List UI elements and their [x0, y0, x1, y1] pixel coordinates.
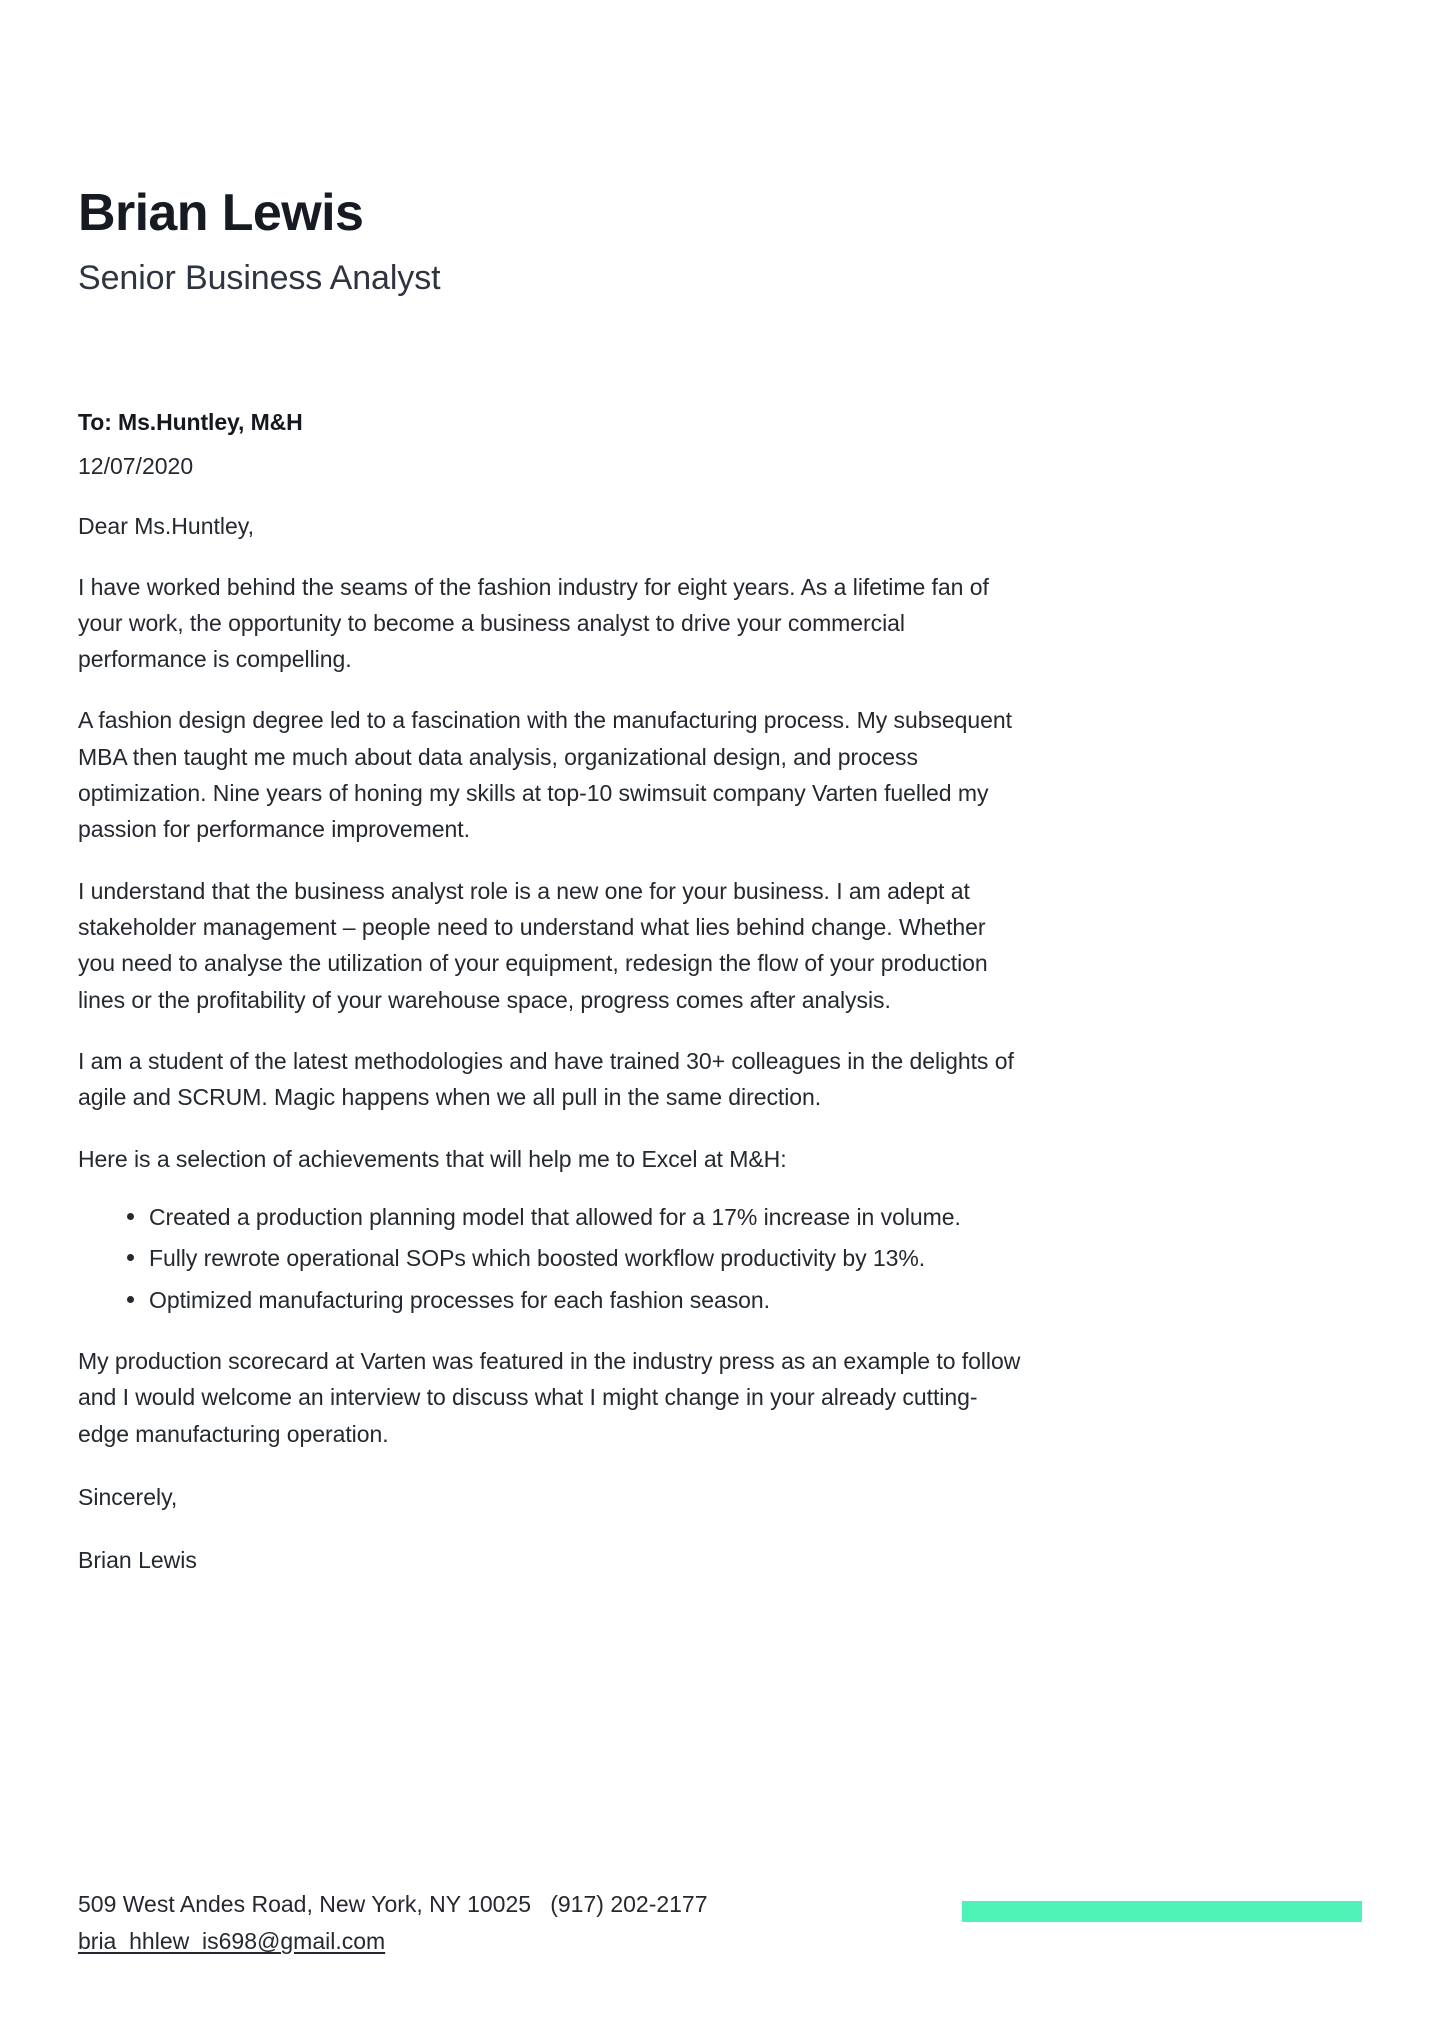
closing-paragraph: My production scorecard at Varten was featured in the industry press as an example to follow and I would welcome an interview to discuss what I might change in your already cutting-edge manufacturing operation.: [78, 1348, 1021, 1447]
list-item: Created a production planning model that allowed for a 17% increase in volume.: [127, 1199, 1023, 1235]
contact-block: [78, 1888, 878, 1959]
body-paragraph: I understand that the business analyst role is a new one for your business. I am adept at stakeholder management – people need to understand what lies behind change. Whether you need to analyse the utilization of your equipment, redesign the flow of your production lines or the profitability of your warehouse space, progress comes after analysis.: [78, 877, 988, 1013]
body-paragraph: I am a student of the latest methodologies and have trained 30+ colleagues in the delights of agile and SCRUM. Magic happens when we all pull in the same direction.: [78, 1048, 1014, 1111]
achievements-intro: Here is a selection of achievements that will help me to Excel at M&H:: [78, 1145, 787, 1172]
recipient-line: To: Ms.Huntley, M&H: [78, 409, 303, 435]
job-title: Senior Business Analyst: [78, 259, 441, 298]
body-paragraph: I have worked behind the seams of the fashion industry for eight years. As a lifetime fan of your work, the opportunity to become a business analyst to drive your commercial performance is compelling.: [78, 573, 989, 673]
email-link[interactable]: bria_hhlew_is698@gmail.com: [78, 1928, 386, 1955]
letter-footer: [78, 1888, 1362, 1958]
achievements-list: [78, 1199, 1023, 1318]
body-paragraph: A fashion design degree led to a fascination with the manufacturing process. My subsequent MBA then taught me much about data analysis, organizational design, and process optimization. Nine years of honing my skills at top-10 swimsuit company Varten fuelled my passion for performance improvement.: [78, 707, 1012, 843]
list-item: Optimized manufacturing processes for each fashion season.: [127, 1282, 1023, 1318]
salutation: Dear Ms.Huntley,: [78, 513, 254, 539]
letter-date: 12/07/2020: [78, 452, 194, 479]
sign-off: Sincerely,: [78, 1484, 178, 1511]
signature-name: Brian Lewis: [78, 1547, 197, 1574]
letter-header: [78, 185, 1178, 300]
page-title: Brian Lewis: [78, 184, 364, 242]
footer-accent-bar: [962, 1901, 1362, 1922]
address-and-phone: 509 West Andes Road, New York, NY 10025 (917) 202-2177: [78, 1891, 708, 1917]
list-item: Fully rewrote operational SOPs which boosted workflow productivity by 13%.: [127, 1240, 1023, 1276]
letter-body: [78, 405, 1023, 1579]
